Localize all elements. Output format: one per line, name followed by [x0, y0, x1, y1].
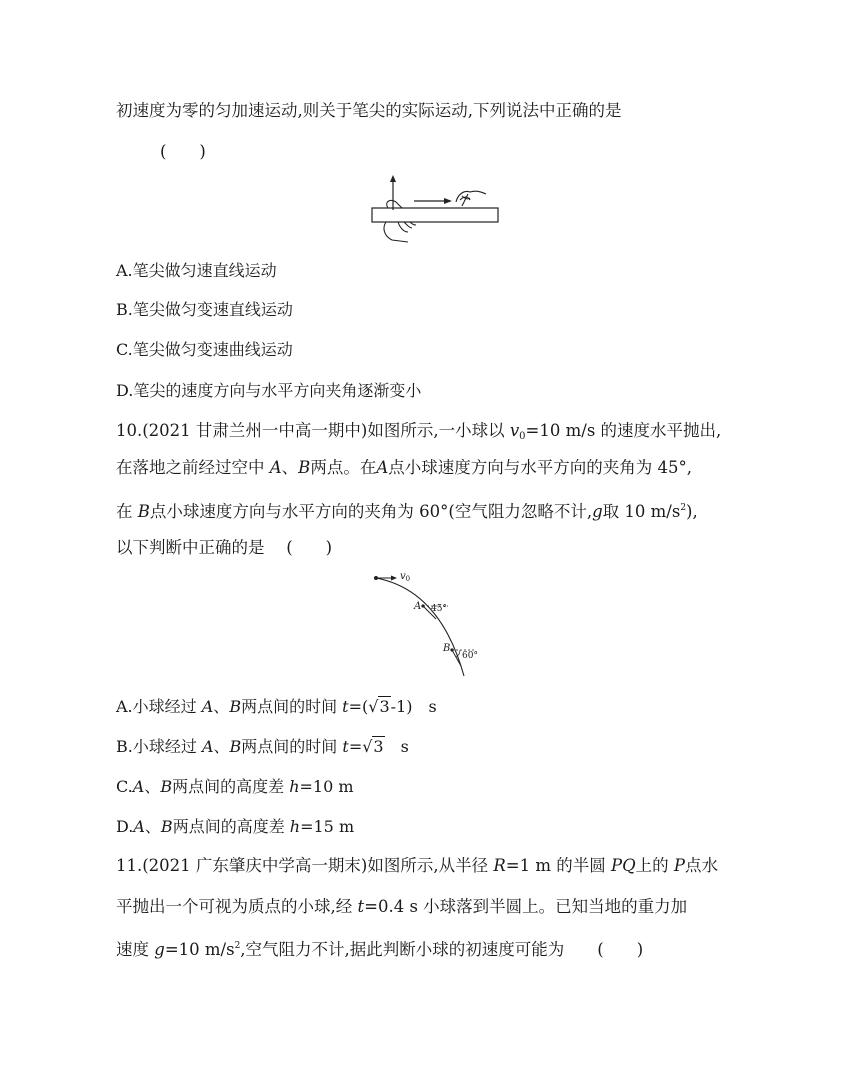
- h-symbol: h: [289, 817, 301, 836]
- label-angle-45: 45°: [431, 604, 447, 614]
- v0-label: [400, 571, 410, 583]
- point-b: B: [298, 458, 311, 477]
- label-point-a: A: [414, 601, 422, 612]
- q9-answer-bracket: ( ): [160, 142, 206, 161]
- superscript: 2: [680, 503, 687, 513]
- point-a: A: [133, 817, 145, 836]
- text: =10 m: [299, 777, 354, 796]
- text: 、: [213, 697, 230, 716]
- projectile-figure: [368, 570, 478, 682]
- text: s: [384, 737, 409, 756]
- point-b: B: [160, 777, 173, 796]
- q10-option-d[interactable]: [116, 816, 354, 838]
- text: =15 m: [300, 817, 355, 836]
- text: -1) s: [390, 697, 437, 716]
- text: 两点间的高度差: [172, 817, 290, 836]
- text: 、: [281, 458, 299, 477]
- text: 在落地之前经过空中: [116, 458, 270, 477]
- text: 点小球速度方向与水平方向的夹角为 60°(空气阻力忽略不计,: [149, 502, 593, 521]
- text: 上的: [635, 856, 674, 875]
- q11-stem-line-3: [116, 935, 643, 961]
- v-symbol: v: [509, 421, 520, 440]
- text: 、: [144, 777, 161, 796]
- text: 、: [144, 817, 161, 836]
- text: A.小球经过: [116, 697, 202, 716]
- q10-stem-line-2: [116, 457, 692, 479]
- label-angle-60: 60°: [462, 651, 478, 661]
- text: 点水: [685, 856, 718, 875]
- point-a: A: [201, 697, 214, 716]
- text: B.小球经过: [116, 737, 202, 756]
- text: =10 m/s 的速度水平抛出,: [525, 421, 722, 440]
- g-symbol: g: [592, 502, 603, 521]
- text: 两点间的时间: [241, 697, 343, 716]
- text: 取 10 m/s: [602, 502, 681, 521]
- g-symbol: g: [154, 940, 165, 959]
- text: 平抛出一个可视为质点的小球,经: [116, 897, 358, 916]
- q9-option-c[interactable]: C.笔尖做匀变速曲线运动: [116, 340, 293, 359]
- text: 在: [116, 502, 138, 521]
- q9-option-a[interactable]: A.笔尖做匀速直线运动: [116, 261, 277, 280]
- text: ),: [686, 502, 698, 521]
- radicand: 3: [379, 697, 390, 716]
- superscript: 2: [234, 941, 241, 951]
- point-a: A: [132, 777, 145, 796]
- q9-stem-line: 初速度为零的匀加速运动,则关于笔尖的实际运动,下列说法中正确的是: [116, 101, 622, 120]
- q10-stem-line-1: [116, 420, 721, 448]
- point-b: B: [229, 737, 242, 756]
- text: 10.(2021 甘肃兰州一中高一期中)如图所示,一小球以: [116, 421, 510, 440]
- t-symbol: t: [357, 897, 365, 916]
- text: 两点间的时间: [241, 737, 343, 756]
- point-b: B: [229, 697, 242, 716]
- q11-stem-line-2: [116, 896, 687, 918]
- q10-option-c[interactable]: [116, 776, 354, 798]
- hand-ruler-figure: [364, 172, 504, 244]
- text: =1 m 的半圆: [505, 856, 611, 875]
- label-point-b: B: [443, 643, 451, 654]
- pq-symbol: PQ: [611, 856, 636, 875]
- subscript: 0: [405, 575, 411, 583]
- text: 、: [213, 737, 230, 756]
- h-symbol: h: [289, 777, 300, 796]
- point-a: A: [376, 458, 389, 477]
- text: 两点。在: [310, 458, 377, 477]
- q10-option-a[interactable]: [116, 696, 437, 718]
- t-symbol: t: [342, 697, 349, 716]
- text: ,空气阻力不计,据此判断小球的初速度可能为 ( ): [240, 940, 644, 959]
- q9-option-b[interactable]: B.笔尖做匀变速直线运动: [116, 300, 293, 319]
- point-b: B: [137, 502, 150, 521]
- text: 两点间的高度差: [172, 777, 290, 796]
- subscript: 0: [519, 431, 526, 442]
- q10-option-b[interactable]: [116, 736, 409, 758]
- point-a: A: [201, 737, 214, 756]
- text: 11.(2021 广东肇庆中学高一期末)如图所示,从半径: [116, 856, 494, 875]
- text: =0.4 s 小球落到半圆上。已知当地的重力加: [364, 897, 688, 916]
- q10-stem-line-3: [116, 497, 698, 523]
- text: =: [348, 737, 363, 756]
- q9-option-d[interactable]: D.笔尖的速度方向与水平方向夹角逐渐变小: [116, 381, 422, 400]
- text: =10 m/s: [164, 940, 235, 959]
- t-symbol: t: [342, 737, 349, 756]
- sqrt-sign: √: [368, 697, 379, 716]
- r-symbol: R: [493, 856, 506, 875]
- q10-stem-line-4: 以下判断中正确的是 ( ): [116, 538, 333, 557]
- point-b: B: [160, 817, 173, 836]
- text: D.: [116, 817, 134, 836]
- text: C.: [116, 777, 133, 796]
- point-a: A: [269, 458, 282, 477]
- p-symbol: P: [673, 856, 685, 875]
- text: =(: [348, 697, 369, 716]
- text: 速度: [116, 940, 155, 959]
- v-symbol: v: [400, 571, 406, 582]
- q11-stem-line-1: [116, 855, 718, 877]
- text: 点小球速度方向与水平方向的夹角为 45°,: [388, 458, 692, 477]
- radicand: 3: [373, 737, 384, 756]
- sqrt-sign: √: [362, 737, 373, 756]
